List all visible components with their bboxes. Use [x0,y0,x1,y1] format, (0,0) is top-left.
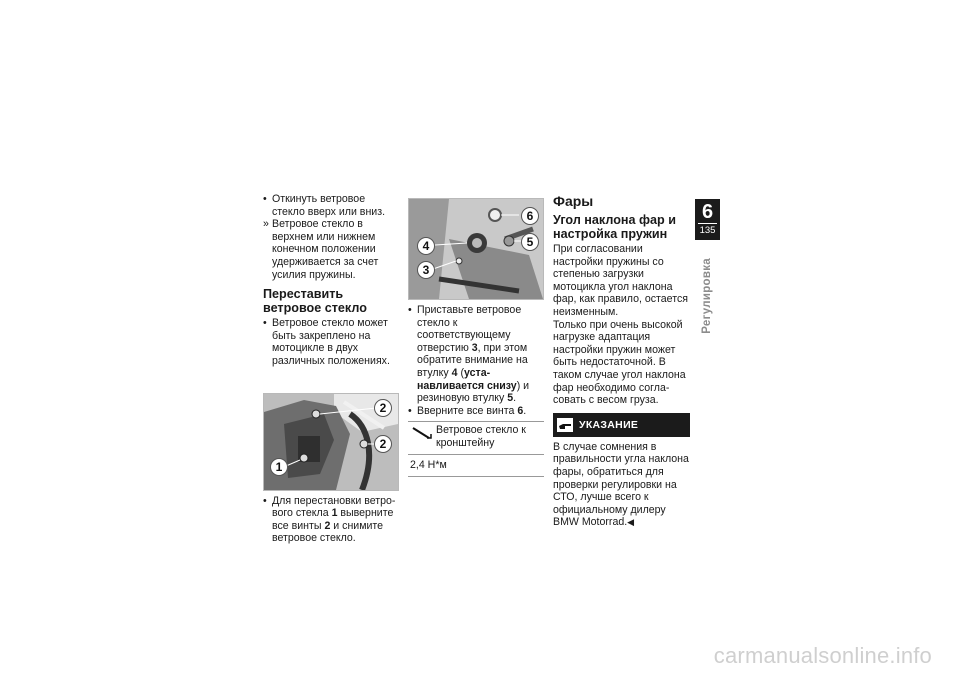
torque-spec-value: 2,4 Н*м [410,459,447,472]
figure-windscreen-bushings [408,198,544,300]
figure-label-2-top: 2 [374,399,392,417]
figure-label-2-bottom: 2 [374,435,392,453]
paragraph-high-load: Только при очень высокой нагрузке адаптация настройки пружин может быть недостаточной. В таком случае угол наклона фар необходимо согласовать с весом груза. [553,318,686,407]
torque-wrench-icon [412,426,432,440]
instruction-remove-screws: • Для перестановки ветрового стекла 1 выверните все винты 2 и снимите ветровое стекло. [263,495,399,545]
chapter-side-title [698,258,716,348]
info-two-positions: • Ветровое стекло может быть закреплено на мотоцикле в двух различных положениях. [263,317,399,367]
chapter-tab [695,199,720,240]
page-number: 135 [699,225,716,236]
figure-label-5: 5 [521,233,539,251]
chapter-title: Регулировка [701,258,713,334]
pointing-hand-icon [557,417,573,433]
watermark: carmanualsonline.info [713,643,932,668]
instruction-tighten-screws: • Вверните все винта 6. [408,405,544,418]
column-1 [263,193,399,545]
figure-label-6: 6 [521,207,539,225]
column-2 [408,193,544,477]
torque-spec-table [408,421,544,477]
notice-label: УКАЗАНИЕ [579,418,639,431]
instruction-fit-windscreen: • Приставьте ветровое стекло к соответствующему отверстию 3, при этом обратите внимание на втулку 4 (устанавливается снизу) и резиновую втулку 5. [408,304,544,405]
figure-label-1: 1 [270,458,288,476]
torque-spec-label-row [408,422,544,455]
torque-spec-label: Ветровое стекло к кронштейну [436,424,526,449]
result-spring-hold: » Ветровое стекло в верхнем или нижнем конечном положении удерживается за счет усилия пружины. [263,218,399,281]
chapter-number: 6 [701,201,714,223]
column-3 [553,193,690,529]
figure-windscreen-screws [263,393,399,491]
figure-label-3: 3 [417,261,435,279]
section-title-headlights: Фары [553,193,594,209]
heading-headlight-angle: Угол наклона фар и настройка пружин [553,213,676,241]
paragraph-spring-setting: При согласовании настройки пружины со степенью загрузки мотоцикла угол наклона фар, как правило, остается неизменным. [553,243,688,318]
heading-adjust-windscreen: Переставить ветровое стекло [263,287,367,316]
notice-banner [553,413,690,437]
instruction-tilt-windscreen: • Откинуть ветровое стекло вверх или вниз. [263,193,399,218]
figure-label-4: 4 [417,237,435,255]
paragraph-dealer-check: В случае сомнения в правильности угла наклона фары, обратиться для проверки регулировки на СТО, лучше всего к официальному дилеру BMW Motorrad.◀ [553,440,689,529]
end-of-section-mark: ◀ [627,517,635,528]
